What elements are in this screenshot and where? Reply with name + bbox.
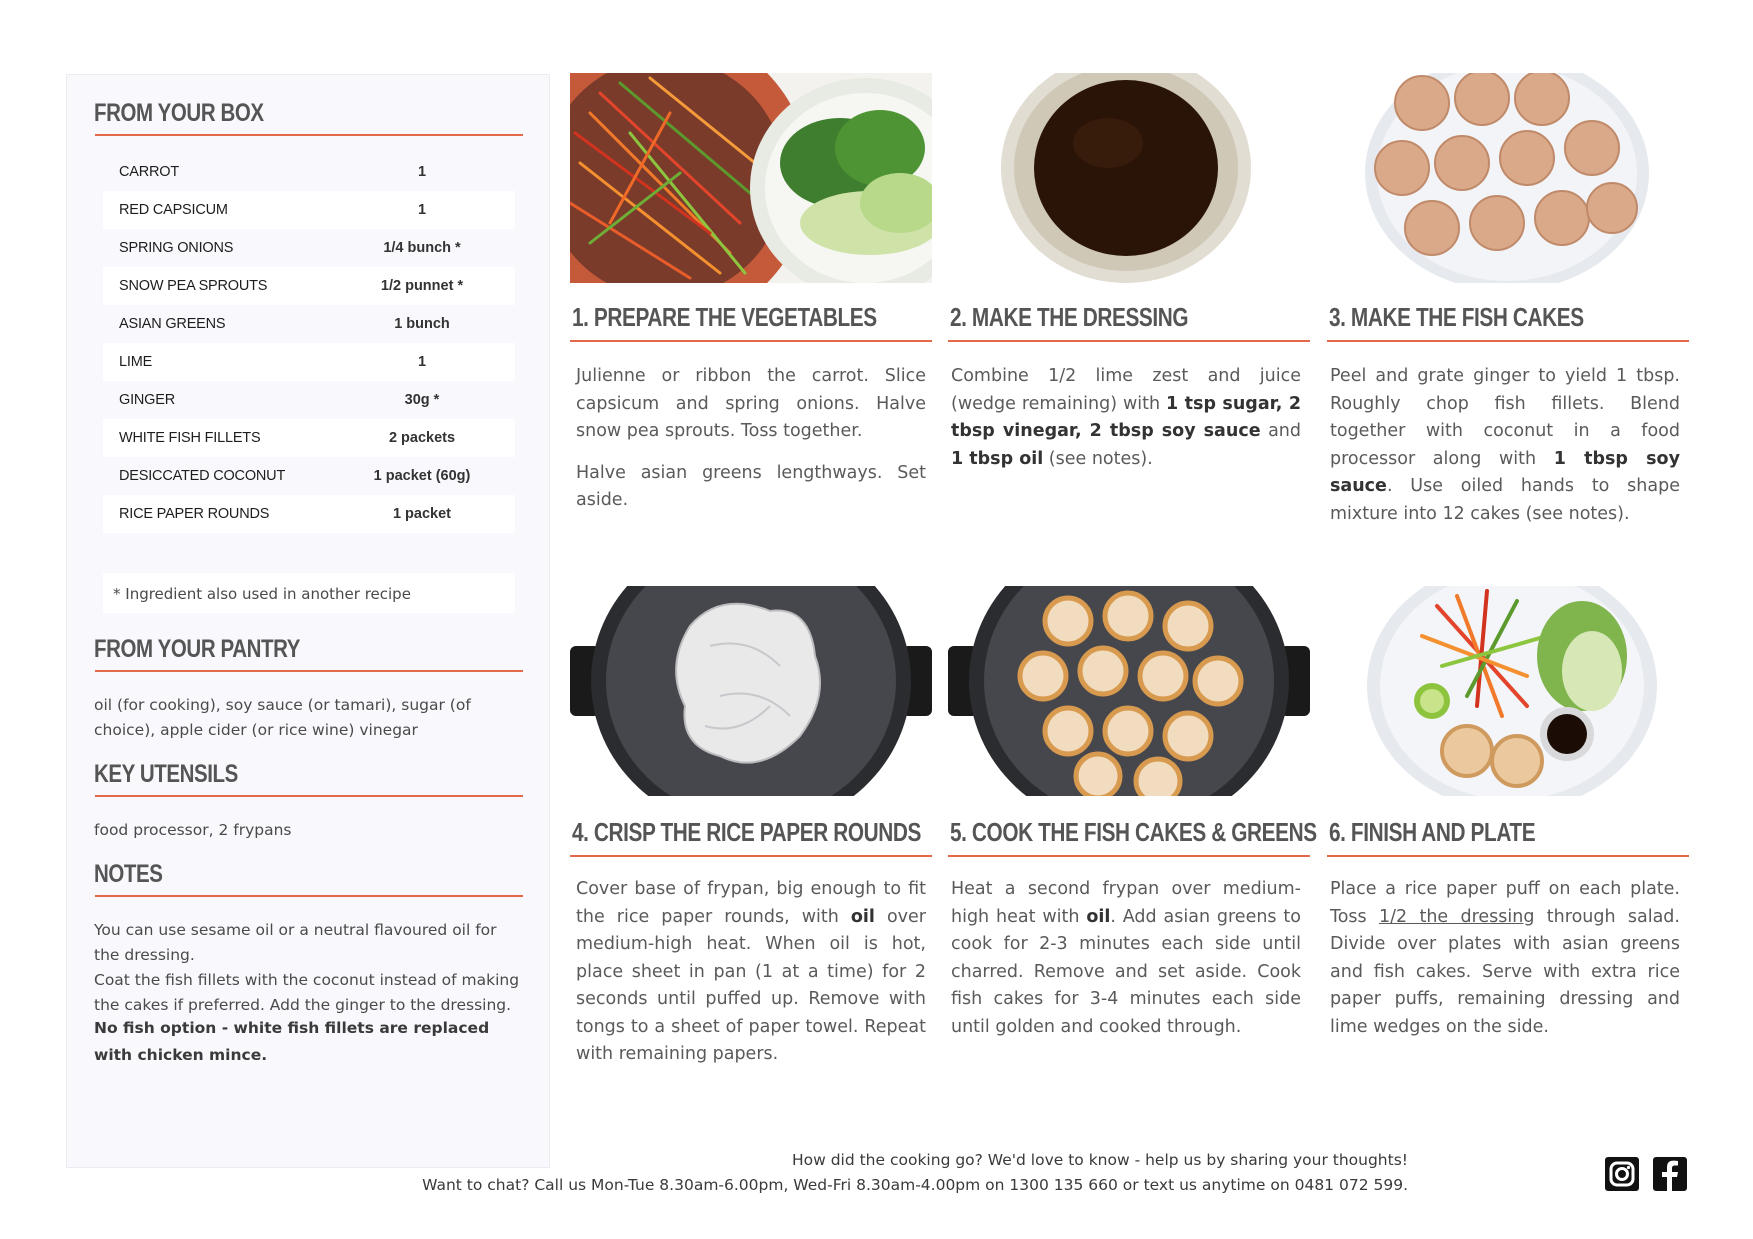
text-run: Peel and grate ginger to yield 1 tbsp. Roughly chop fish fillets. Blend together with coconut in a food processor along with: [1330, 366, 1680, 469]
ingredient-name: CARROT: [119, 164, 180, 180]
step-paragraph: [576, 876, 926, 1069]
ingredient-row: [103, 153, 515, 191]
ingredient-row: [103, 267, 515, 305]
note-no-fish-option: No fish option - white fish fillets are replaced with chicken mince.: [94, 1019, 490, 1064]
ingredient-qty: 1 packet (60g): [373, 468, 471, 484]
step-rule: [948, 855, 1310, 857]
text-run: Heat a second frypan over medium-high heat with: [951, 879, 1301, 927]
step-4-image: [570, 586, 932, 796]
heading-rule: [95, 795, 523, 797]
step-5-body: [951, 876, 1301, 1055]
ingredient-qty: 1 packet: [392, 506, 452, 522]
step-3-title: 3. MAKE THE FISH CAKES: [1329, 302, 1584, 332]
heading-rule: [95, 895, 523, 897]
heading-rule: [95, 134, 523, 136]
text-run: through salad. Divide over plates with asian greens and fish cakes. Serve with extra rice paper puffs, remaining dressing and lime wedges on the side.: [1330, 906, 1680, 1037]
note-text: Coat the fish fillets with the coconut instead of making the cakes if preferred. Add the ginger to the dressing.: [94, 971, 520, 1014]
ingredient-name: ASIAN GREENS: [119, 316, 226, 332]
contact-text: Want to chat? Call us Mon-Tue 8.30am-6.00pm, Wed-Fri 8.30am-4.00pm on 1300 135 660 or text us anytime on 0481 072 599.: [422, 1176, 1408, 1194]
step-rule: [1327, 340, 1689, 342]
ingredient-row: [103, 305, 515, 343]
instagram-icon[interactable]: [1603, 1155, 1641, 1193]
step-4-body: [576, 876, 926, 1083]
ingredients-table: [103, 153, 515, 533]
ingredient-name: LIME: [119, 354, 153, 370]
ingredient-row: [103, 419, 515, 457]
step-1-body: [576, 363, 926, 529]
step-4-title: 4. CRISP THE RICE PAPER ROUNDS: [572, 817, 921, 847]
ingredient-name: WHITE FISH FILLETS: [119, 430, 261, 446]
ingredient-row: [103, 495, 515, 533]
text-run: Halve asian greens lengthways. Set aside.: [576, 462, 926, 510]
from-your-box-heading: FROM YOUR BOX: [94, 99, 264, 127]
ingredient-name: RICE PAPER ROUNDS: [119, 506, 270, 522]
step-3-body: [1330, 363, 1680, 542]
step-6-image: [1327, 586, 1689, 796]
text-run: . Use oiled hands to shape mixture into 12 cakes (see notes).: [1330, 476, 1680, 524]
ingredient-qty: 2 packets: [388, 430, 456, 446]
ingredient-row: [103, 457, 515, 495]
step-2-image: [948, 73, 1310, 283]
ingredient-row: [103, 229, 515, 267]
step-5-image: [948, 586, 1310, 796]
step-2-body: [951, 363, 1301, 487]
step-2-title: 2. MAKE THE DRESSING: [950, 302, 1189, 332]
ingredient-qty: 1 bunch: [394, 316, 450, 332]
step-paragraph: [1330, 363, 1680, 528]
note-text: You can use sesame oil or a neutral flavoured oil for the dressing.: [94, 921, 497, 964]
heading-rule: [95, 670, 523, 672]
step-5-title: 5. COOK THE FISH CAKES & GREENS: [950, 817, 1317, 847]
ingredient-qty: 1: [417, 202, 427, 218]
ingredient-qty: 30g *: [404, 392, 440, 408]
ingredient-qty: 1: [417, 164, 427, 180]
text-run: and: [1260, 421, 1301, 441]
text-run: . Add asian greens to cook for 2-3 minutes each side until charred. Remove and set aside. Cook fish cakes for 3-4 minutes each side until golden and cooked through.: [951, 906, 1301, 1037]
underlined-run: 1/2 the dressing: [1378, 906, 1535, 927]
text-run: Combine 1/2 lime zest and juice (wedge remaining) with: [951, 366, 1301, 414]
ingredient-footnote: * Ingredient also used in another recipe: [103, 573, 515, 613]
from-your-pantry-heading: FROM YOUR PANTRY: [94, 635, 301, 663]
step-6-body: [1330, 876, 1680, 1055]
text-run: Julienne or ribbon the carrot. Slice capsicum and spring onions. Halve snow pea sprouts. Toss together.: [576, 366, 926, 441]
bold-run: oil: [1086, 906, 1111, 927]
ingredient-qty: 1: [417, 354, 427, 370]
step-paragraph: [576, 363, 926, 446]
key-utensils-heading: KEY UTENSILS: [94, 760, 238, 788]
ingredient-name: DESICCATED COCONUT: [119, 468, 286, 484]
bold-run: 1 tsp sugar, 2 tbsp vinegar, 2 tbsp soy sauce: [951, 393, 1301, 441]
step-1-title: 1. PREPARE THE VEGETABLES: [572, 302, 877, 332]
step-6-title: 6. FINISH AND PLATE: [1329, 817, 1536, 847]
ingredient-row: [103, 381, 515, 419]
step-paragraph: [951, 363, 1301, 473]
ingredient-name: GINGER: [119, 392, 175, 408]
ingredient-name: SPRING ONIONS: [119, 240, 234, 256]
ingredient-qty: 1/2 punnet *: [380, 278, 464, 294]
step-rule: [948, 340, 1310, 342]
bold-run: oil: [850, 906, 875, 927]
footer-contact: [422, 1148, 1408, 1198]
step-rule: [1327, 855, 1689, 857]
ingredient-row: [103, 191, 515, 229]
text-run: over medium-high heat. When oil is hot, place sheet in pan (1 at a time) for 2 seconds until puffed up. Remove with tongs to a sheet of paper towel. Repeat with remaining papers.: [576, 906, 927, 1064]
step-paragraph: [1330, 876, 1680, 1041]
notes-heading: NOTES: [94, 860, 163, 888]
step-3-image: [1327, 73, 1689, 283]
text-run: Place a rice paper puff on each plate. Toss: [1330, 879, 1680, 927]
bold-run: 1 tbsp oil: [951, 448, 1044, 469]
step-paragraph: [951, 876, 1301, 1041]
bold-run: 1 tbsp soy sauce: [1330, 448, 1680, 496]
step-1-image: [570, 73, 932, 283]
utensils-text: food processor, 2 frypans: [94, 821, 292, 839]
ingredient-name: RED CAPSICUM: [119, 202, 228, 218]
ingredients-sidebar: [66, 74, 550, 1168]
pantry-text: oil (for cooking), soy sauce (or tamari), sugar (of choice), apple cider (or rice wine) vinegar: [94, 696, 471, 739]
ingredient-row: [103, 343, 515, 381]
step-rule: [570, 340, 932, 342]
facebook-icon[interactable]: [1651, 1155, 1689, 1193]
step-paragraph: [576, 460, 926, 515]
ingredient-name: SNOW PEA SPROUTS: [119, 278, 268, 294]
step-rule: [570, 855, 932, 857]
text-run: (see notes).: [1043, 448, 1153, 469]
ingredient-qty: 1/4 bunch *: [383, 240, 461, 256]
feedback-text: How did the cooking go? We'd love to know - help us by sharing your thoughts!: [791, 1151, 1408, 1169]
text-run: Cover base of frypan, big enough to fit the rice paper rounds, with: [576, 879, 926, 927]
